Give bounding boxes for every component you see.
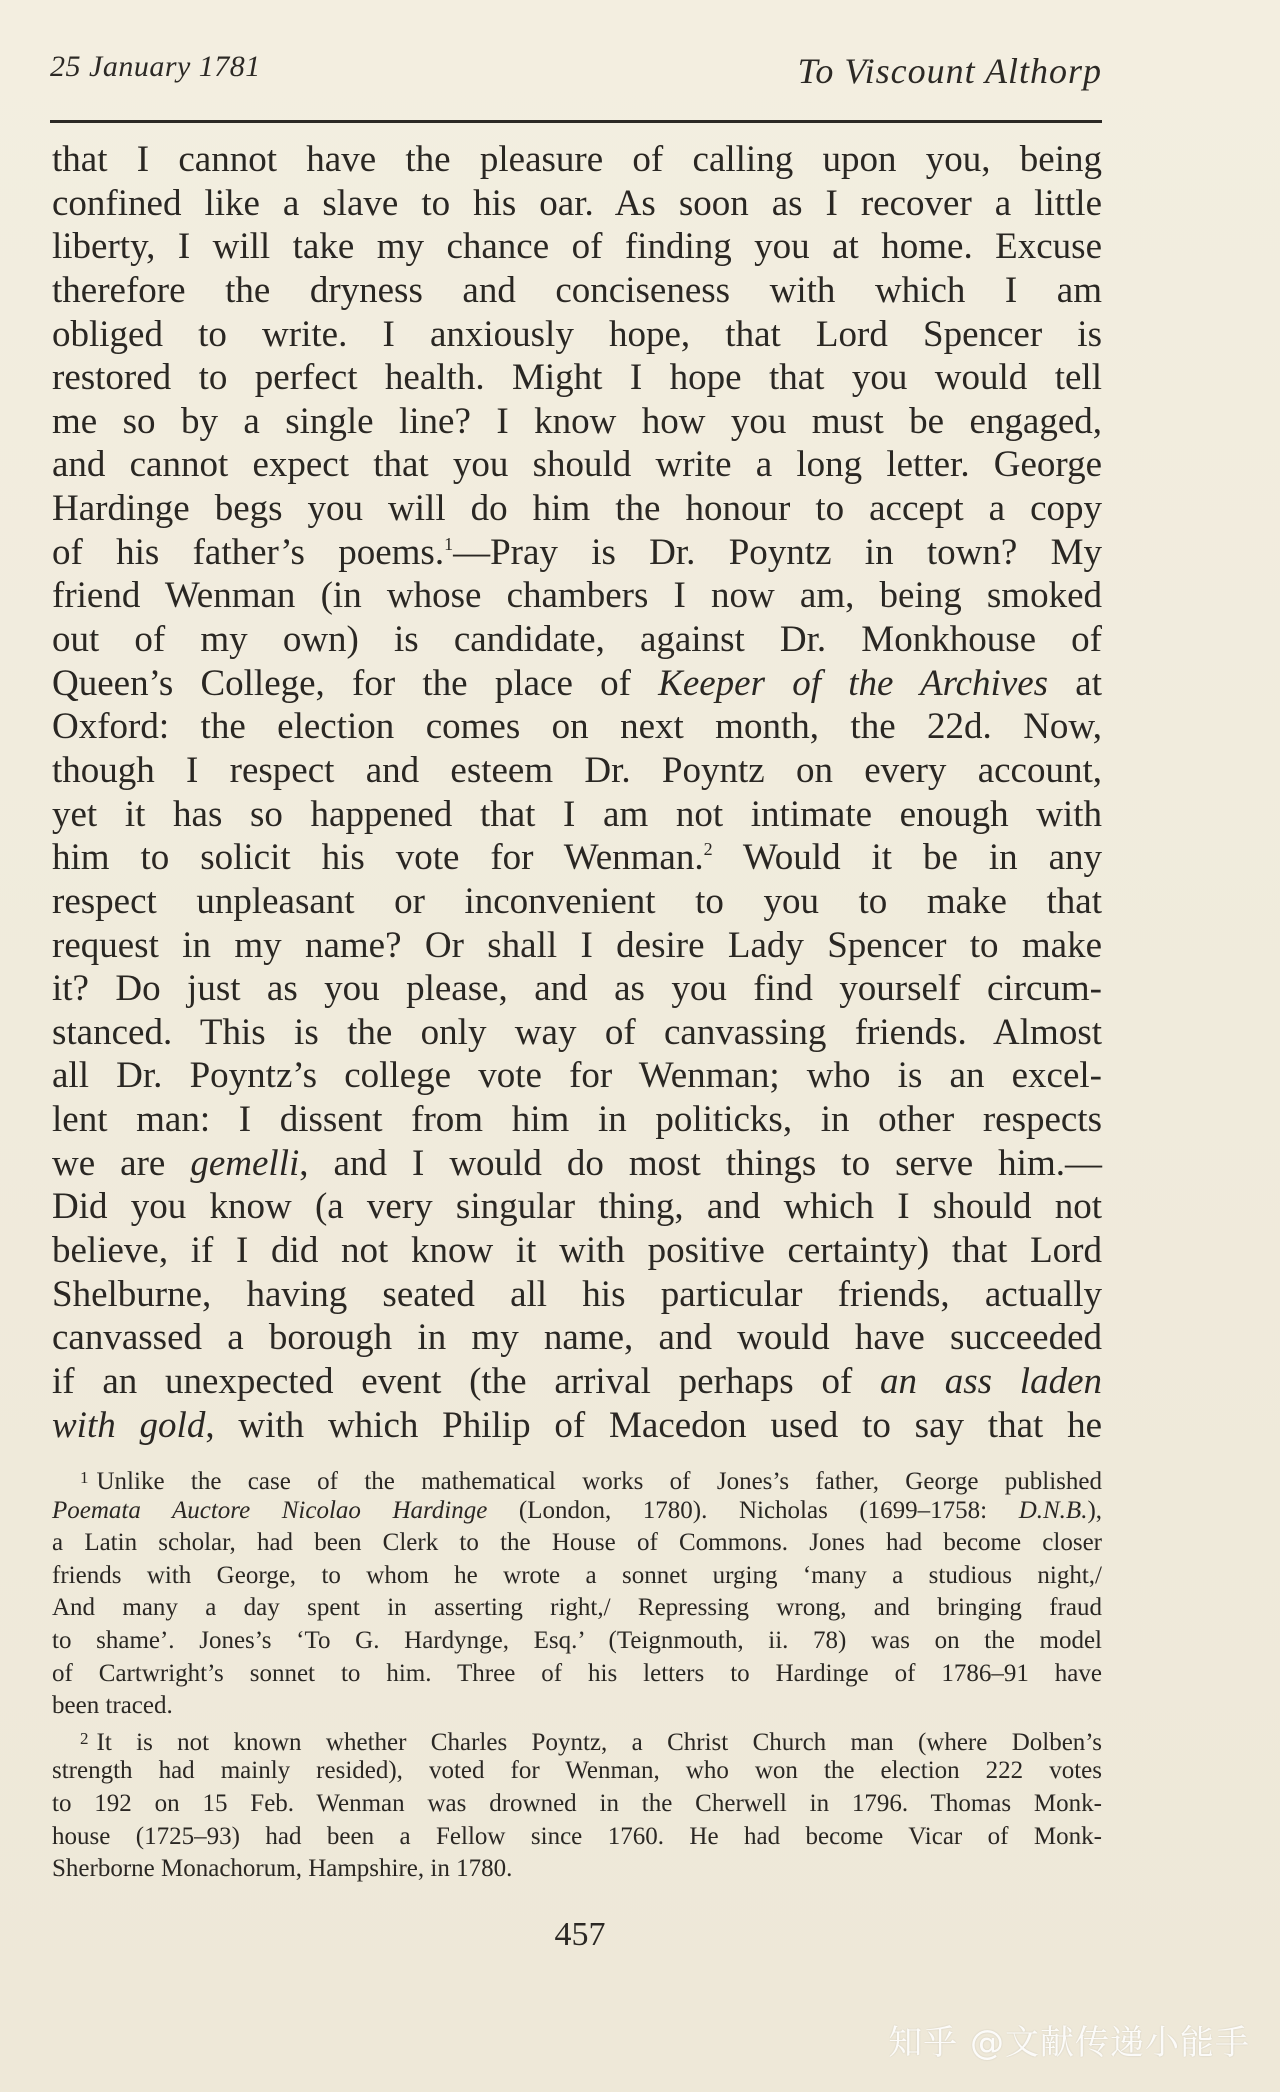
footnote-line: Sherborne Monachorum, Hampshire, in 1780. [52,1855,513,1883]
body-text-segment: him to solicit his vote for Wenman. [52,837,704,879]
footnote-text: Unlike the case of the mathematical works of Jones’s father, George published [96,1468,1102,1495]
body-line: Hardinge begs you will do him the honour to accept a copy [52,488,1102,530]
header-rule [50,120,1102,123]
body-line: out of my own) is candidate, against Dr. Monkhouse of [52,619,1102,661]
footnote-line: And many a day spent in asserting right,/ Repressing wrong, and bringing fraud [52,1594,1102,1622]
footnote-text: It is not known whether Charles Poyntz, a Christ Church man (where Dolben’s [96,1728,1102,1756]
footnote-italic: D.N.B. [1018,1496,1088,1524]
italic-phrase: with gold [52,1404,206,1446]
body-line: it? Do just as you please, and as you find yourself circum- [52,968,1102,1010]
body-line: liberty, I will take my chance of finding you at home. Excuse [52,226,1102,268]
body-line: yet it has so happened that I am not intimate enough with [52,793,1102,835]
body-line: lent man: I dissent from him in politicks, in other respects [52,1099,1102,1141]
letter-body [52,138,1102,1447]
footnotes [52,1462,1102,1886]
body-line: request in my name? Or shall I desire Lady Spencer to make [52,924,1102,966]
footnote-line: a Latin scholar, had been Clerk to the House of Commons. Jones had become closer [52,1529,1102,1557]
footnote-text: ), [1087,1496,1103,1524]
letter-recipient: To Viscount Althorp [797,51,1102,91]
footnote-line: to 192 on 15 Feb. Wenman was drowned in the Cherwell in 1796. Thomas Monk- [52,1789,1102,1817]
body-line: that I cannot have the pleasure of calling upon you, being [52,139,1102,180]
body-text-segment: Queen’s College, for the place of [52,662,659,704]
footnote-line [52,1462,1102,1495]
footnote-number: 1 [80,1468,89,1487]
body-line [52,1142,1102,1186]
body-line: me so by a single line? I know how you must be engaged, [52,400,1102,442]
body-text-segment: at [1048,662,1103,704]
body-text-segment: of his father’s poems. [52,531,445,573]
italic-word: gemelli [190,1142,300,1184]
body-line [52,531,1102,575]
body-line: canvassed a borough in my name, and would have succeeded [52,1317,1102,1359]
body-text-segment: Would it be in any [712,837,1102,879]
italic-title: Keeper of the Archives [658,662,1049,704]
footnote-line: friends with George, to whom he wrote a sonnet urging ‘many a studious night,/ [52,1561,1102,1589]
body-line: though I respect and esteem Dr. Poyntz on every account, [52,749,1102,791]
body-line: Did you know (a very singular thing, and which I should not [52,1186,1102,1228]
footnote-line: been traced. [52,1692,173,1720]
footnote-number: 2 [80,1728,89,1748]
footnote-ref-1[interactable]: 1 [444,533,454,554]
body-line: restored to perfect health. Might I hope that you would tell [52,357,1102,399]
body-text-segment: , with which Philip of Macedon used to say that he [205,1404,1102,1446]
footnote-italic: Poemata Auctore Nicolao Hardinge [52,1496,488,1524]
footnote-line [52,1723,1102,1756]
footnote-text: (London, 1780). Nicholas (1699–1758: [487,1496,1019,1524]
body-line [52,1404,1102,1448]
body-line [52,1360,1102,1404]
body-line: therefore the dryness and conciseness with which I am [52,269,1102,311]
letter-date: 25 January 1781 [50,50,261,83]
body-line: respect unpleasant or inconvenient to you to make that [52,880,1102,922]
body-line: all Dr. Poyntz’s college vote for Wenman; who is an excel- [52,1055,1102,1097]
body-line: stanced. This is the only way of canvassing friends. Almost [52,1011,1102,1053]
italic-phrase: an ass laden [880,1360,1102,1402]
page-number: 457 [554,1916,606,1953]
body-text-segment: we are [52,1142,191,1184]
body-line: believe, if I did not know it with positive certainty) that Lord [52,1230,1102,1272]
body-line: Shelburne, having seated all his particular friends, actually [52,1273,1102,1315]
body-line: and cannot expect that you should write a long letter. George [52,444,1102,486]
footnote-line [52,1495,1102,1528]
footnote-ref-2[interactable]: 2 [703,839,713,860]
body-line: Oxford: the election comes on next month, the 22d. Now, [52,706,1102,748]
body-line [52,662,1102,706]
watermark: 知乎 @文献传递小能手 [888,2023,1250,2063]
footnote-line: strength had mainly resided), voted for Wenman, who won the election 222 votes [52,1757,1102,1785]
body-line: friend Wenman (in whose chambers I now am, being smoked [52,575,1102,617]
running-header [50,44,1102,94]
body-text-segment: if an unexpected event (the arrival perhaps of [52,1360,881,1402]
body-text-segment: —Pray is Dr. Poyntz in town? My [453,531,1103,573]
footnote-line: house (1725–93) had been a Fellow since 1760. He had become Vicar of Monk- [52,1822,1102,1850]
body-line: confined like a slave to his oar. As soon as I recover a little [52,182,1102,224]
footnote-line: of Cartwright’s sonnet to him. Three of his letters to Hardinge of 1786–91 have [52,1659,1102,1687]
footnote-line: to shame’. Jones’s ‘To G. Hardynge, Esq.’ (Teignmouth, ii. 78) was on the model [52,1626,1102,1654]
body-text-segment: , and I would do most things to serve him.— [299,1142,1102,1184]
body-line [52,836,1102,880]
body-line: obliged to write. I anxiously hope, that Lord Spencer is [52,313,1102,355]
